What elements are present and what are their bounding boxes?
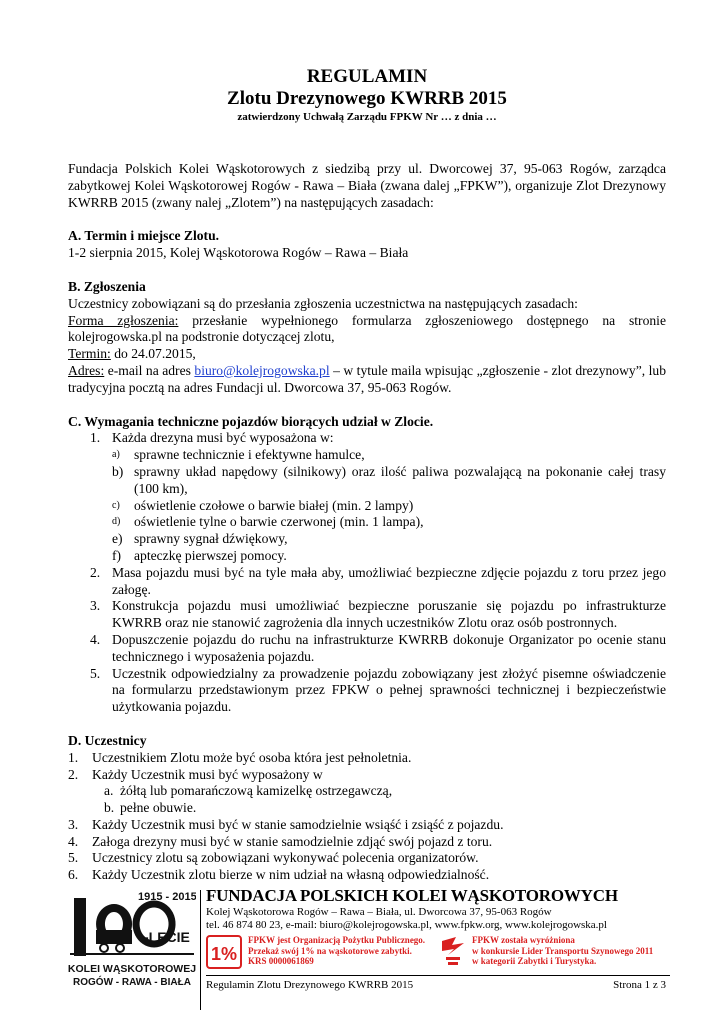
address-label: Adres: xyxy=(68,362,105,378)
logo-lecie: -LECIE xyxy=(144,929,190,945)
list-number: f) xyxy=(112,547,122,563)
list-text: sprawne technicznie i efektywne hamulce, xyxy=(134,447,365,463)
list-number: 2. xyxy=(90,564,101,580)
sub-list-item xyxy=(68,800,666,817)
list-number: e) xyxy=(112,531,123,547)
opp-info xyxy=(248,935,468,967)
list-number: a. xyxy=(104,783,114,799)
list-text: Masa pojazdu musi być na tyle mała aby, umożliwiać bezpieczne zdjęcie pojazdu z toru przez jego załogę. xyxy=(112,564,666,597)
lider-info xyxy=(472,935,682,967)
section-b-term xyxy=(68,346,666,363)
organization-name: FUNDACJA POLSKICH KOLEI WĄSKOTOROWYCH xyxy=(206,886,618,905)
list-number: 4. xyxy=(68,833,79,849)
list-number: b. xyxy=(104,800,115,816)
logo-line-2: ROGÓW - RAWA - BIAŁA xyxy=(73,977,191,988)
sub-list-item xyxy=(68,464,666,498)
lider-award-icon xyxy=(440,935,466,969)
list-item xyxy=(68,817,666,834)
list-text: Dopuszczenie pojazdu do ruchu na infrastrukturze KWRRB dokonuje Organizator po ocenie stanu technicznego i wyposażenia pojazdu. xyxy=(112,631,666,664)
list-number: c) xyxy=(112,499,120,511)
document-subtitle: Zlotu Drezynowego KWRRB 2015 xyxy=(227,88,507,109)
sub-list-item xyxy=(68,531,666,548)
list-text: oświetlenie tylne o barwie czerwonej (min. 1 lampa), xyxy=(134,514,424,530)
list-text: pełne obuwie. xyxy=(120,800,197,816)
address-text-2: – w tytule maila wpisując „zgłoszenie - zlot drezynowy”, lub tradycyjna pocztą na adres Fundacji ul. Dworcowa 37, 95-063 Rogów. xyxy=(68,362,666,395)
section-a-heading: A. Termin i miejsce Zlotu. xyxy=(68,228,220,244)
document-page xyxy=(68,0,666,884)
logo-line-1: KOLEI WĄSKOTOROWEJ xyxy=(68,963,196,975)
list-number: 3. xyxy=(90,598,101,614)
section-d-heading: D. Uczestnicy xyxy=(68,732,147,748)
email-link[interactable]: biuro@kolejrogowska.pl xyxy=(194,362,330,378)
list-item xyxy=(68,666,666,716)
list-text: Uczestnicy zlotu są zobowiązani wykonywać polecenia organizatorów. xyxy=(92,850,479,866)
list-item xyxy=(68,834,666,851)
sub-list-item xyxy=(68,783,666,800)
sub-list-item xyxy=(68,548,666,565)
list-text: apteczkę pierwszej pomocy. xyxy=(134,547,287,563)
footer-rule xyxy=(206,975,670,976)
organization-address: Kolej Wąskotorowa Rogów – Rawa – Biała, ul. Dworcowa 37, 95-063 Rogów xyxy=(206,906,552,918)
list-text: Załoga drezyny musi być w stanie samodzielnie zdjąć swój pojazd z toru. xyxy=(92,833,493,849)
list-number: 2. xyxy=(68,766,79,782)
section-b-intro: Uczestnicy zobowiązani są do przesłania zgłoszenia uczestnictwa na następujących zasadach: xyxy=(68,295,578,311)
list-number: 5. xyxy=(90,665,101,681)
opp-line-1: FPKW jest Organizacją Pożytku Publicznego. xyxy=(248,935,426,945)
list-text: żółtą lub pomarańczową kamizelkę ostrzegawczą, xyxy=(120,783,393,799)
section-c-heading: C. Wymagania techniczne pojazdów biorących udział w Zlocie. xyxy=(68,413,434,429)
list-number: 3. xyxy=(68,816,79,832)
page-number: Strona 1 z 3 xyxy=(613,979,666,991)
list-text: Każdy Uczestnik zlotu bierze w nim udział na własną odpowiedzialność. xyxy=(92,867,490,883)
document-title: REGULAMIN xyxy=(306,66,428,87)
footer-document-name: Regulamin Zlotu Drezynowego KWRRB 2015 xyxy=(206,979,414,991)
section-b-address xyxy=(68,363,666,397)
opp-line-2: Przekaż swój 1% na wąskotorowe zabytki. xyxy=(248,945,412,956)
list-item xyxy=(68,430,666,447)
intro-paragraph: Fundacja Polskich Kolei Wąskotorowych z siedzibą przy ul. Dworcowej 37, 95-063 Rogów, zarządca zabytkowej Kolei Wąskotorowej Rogów - Rawa – Biała (zwana dalej „FPKW”), organizuje Zlot Drezynowy KWRRB 2015 (zwany nalej „Zlotem”) na następujących zasadach: xyxy=(68,161,666,210)
logo-years: 1915 - 2015 xyxy=(138,891,196,903)
section-b-heading: B. Zgłoszenia xyxy=(68,278,146,294)
list-text: Konstrukcja pojazdu musi umożliwiać bezpieczne poruszanie się pojazdu po infrastrukturze KWRRB oraz nie stanowić zagrożenia dla innych uczestników Zlotu oraz osób postronnych. xyxy=(112,598,666,631)
list-number: a) xyxy=(112,449,120,461)
list-item xyxy=(68,632,666,666)
list-text: Każdy Uczestnik musi być w stanie samodzielnie wsiąść i zsiąść z pojazdu. xyxy=(92,816,504,832)
footer xyxy=(200,886,670,991)
list-text: sprawny układ napędowy (silnikowy) oraz ilość paliwa pozwalającą na pokonanie całej trasy (100 km), xyxy=(134,463,666,496)
list-item xyxy=(68,867,666,884)
list-number: 1. xyxy=(90,430,101,446)
list-text: oświetlenie czołowe o barwie białej (min. 2 lampy) xyxy=(134,497,414,513)
list-text: Każdy Uczestnik musi być wyposażony w xyxy=(92,766,323,782)
list-number: 6. xyxy=(68,867,79,883)
list-number: 1. xyxy=(68,749,79,765)
footer-badges xyxy=(200,935,670,991)
opp-line-3: KRS 0000061869 xyxy=(248,956,314,966)
section-a-text: 1-2 sierpnia 2015, Kolej Wąskotorowa Rogów – Rawa – Biała xyxy=(68,245,409,261)
list-number: b) xyxy=(112,463,124,479)
list-item xyxy=(68,750,666,767)
approval-note: zatwierdzony Uchwałą Zarządu FPKW Nr … z dnia … xyxy=(237,111,497,123)
list-number: 4. xyxy=(90,631,101,647)
section-d-list xyxy=(68,750,666,884)
centenary-logo-graphic xyxy=(68,886,196,1016)
list-text: Uczestnik odpowiedzialny za prowadzenie pojazdu zobowiązany jest złożyć pisemne oświadczenie na formularzu przedstawionym przez FPKW o pełnej sprawności technicznej i bezpieczeństwie użytkowania pojazdu. xyxy=(112,665,666,715)
centenary-logo xyxy=(68,886,196,1016)
lider-line-3: w kategorii Zabytki i Turystyka. xyxy=(472,956,597,966)
list-text: sprawny sygnał dźwiękowy, xyxy=(134,531,288,547)
form-label: Forma zgłoszenia: xyxy=(68,312,179,328)
sub-list-item xyxy=(68,498,666,515)
sub-list-item xyxy=(68,447,666,464)
list-item xyxy=(68,598,666,632)
list-item xyxy=(68,850,666,867)
one-percent-badge: 1% xyxy=(206,935,242,969)
form-text: przesłanie wypełnionego formularza zgłoszeniowego dostępnego na stronie kolejrogowska.pl na podstronie dotyczącej zlotu, xyxy=(68,312,666,345)
list-number: 5. xyxy=(68,850,79,866)
sub-list-item xyxy=(68,514,666,531)
list-text: Uczestnikiem Zlotu może być osoba która jest pełnoletnia. xyxy=(92,749,412,765)
section-c-list xyxy=(68,430,666,716)
organization-contact: tel. 46 874 80 23, e-mail: biuro@kolejrogowska.pl, www.fpkw.org, www.kolejrogowska.pl xyxy=(206,919,607,931)
section-b-form xyxy=(68,313,666,347)
list-item xyxy=(68,565,666,599)
lider-line-1: FPKW została wyróżniona xyxy=(472,935,575,945)
lider-line-2: w konkursie Lider Transportu Szynowego 2011 xyxy=(472,945,654,956)
term-text: do 24.07.2015, xyxy=(110,346,196,362)
term-label: Termin: xyxy=(68,346,111,362)
list-item xyxy=(68,767,666,784)
list-text: Każda drezyna musi być wyposażona w: xyxy=(112,430,334,446)
list-number: d) xyxy=(112,516,121,528)
address-text-1: e-mail na adres xyxy=(104,362,195,378)
